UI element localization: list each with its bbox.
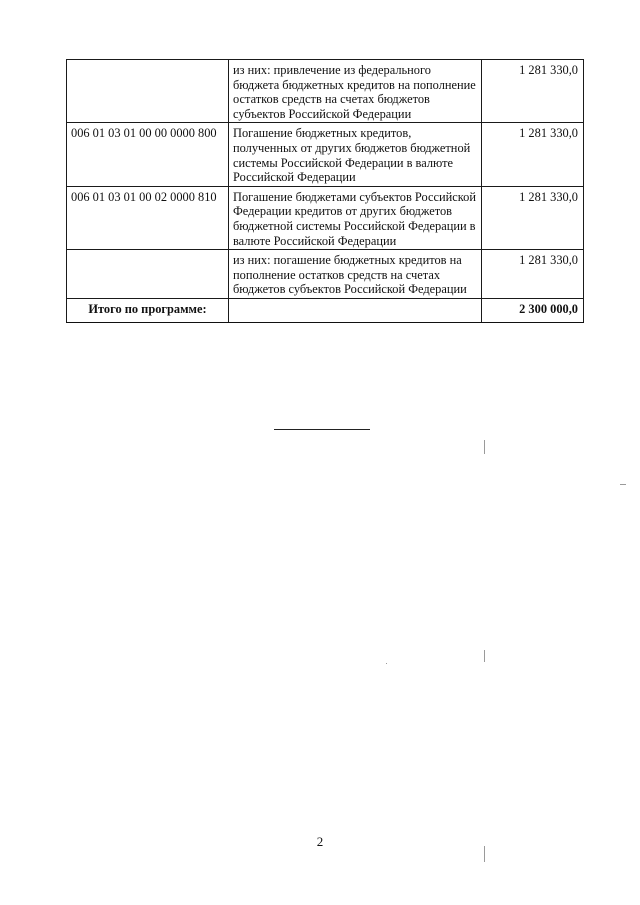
description-cell: Погашение бюджетами субъектов Российской Федерации кредитов от других бюджетов бюджетной системы Российской Федерации в валюте Российской Федерации <box>229 186 482 249</box>
budget-code-cell <box>67 60 229 123</box>
total-row <box>67 298 584 322</box>
budget-code-cell <box>67 250 229 299</box>
budget-table <box>66 59 584 323</box>
scan-artifact <box>484 650 485 662</box>
separator-line <box>274 429 370 430</box>
description-cell: Погашение бюджетных кредитов, полученных от других бюджетов бюджетной системы Российской Федерации в валюте Российской Федерации <box>229 123 482 186</box>
scan-artifact <box>386 663 387 664</box>
table-row <box>67 250 584 299</box>
description-cell: из них: привлечение из федерального бюджета бюджетных кредитов на пополнение остатков средств на счетах бюджетов субъектов Российской Федерации <box>229 60 482 123</box>
table-row <box>67 186 584 249</box>
budget-code-cell: 006 01 03 01 00 02 0000 810 <box>67 186 229 249</box>
total-description-cell <box>229 298 482 322</box>
budget-code-cell: 006 01 03 01 00 00 0000 800 <box>67 123 229 186</box>
amount-cell: 1 281 330,0 <box>482 250 584 299</box>
amount-cell: 1 281 330,0 <box>482 123 584 186</box>
amount-cell: 1 281 330,0 <box>482 60 584 123</box>
total-label: Итого по программе: <box>67 298 229 322</box>
scan-artifact <box>484 846 485 862</box>
amount-cell: 1 281 330,0 <box>482 186 584 249</box>
page-number: 2 <box>316 834 324 849</box>
table-row <box>67 123 584 186</box>
description-cell: из них: погашение бюджетных кредитов на пополнение остатков средств на счетах бюджетов субъектов Российской Федерации <box>229 250 482 299</box>
scan-artifact <box>484 440 485 454</box>
table-row <box>67 60 584 123</box>
scan-artifact <box>620 484 626 485</box>
total-amount: 2 300 000,0 <box>482 298 584 322</box>
